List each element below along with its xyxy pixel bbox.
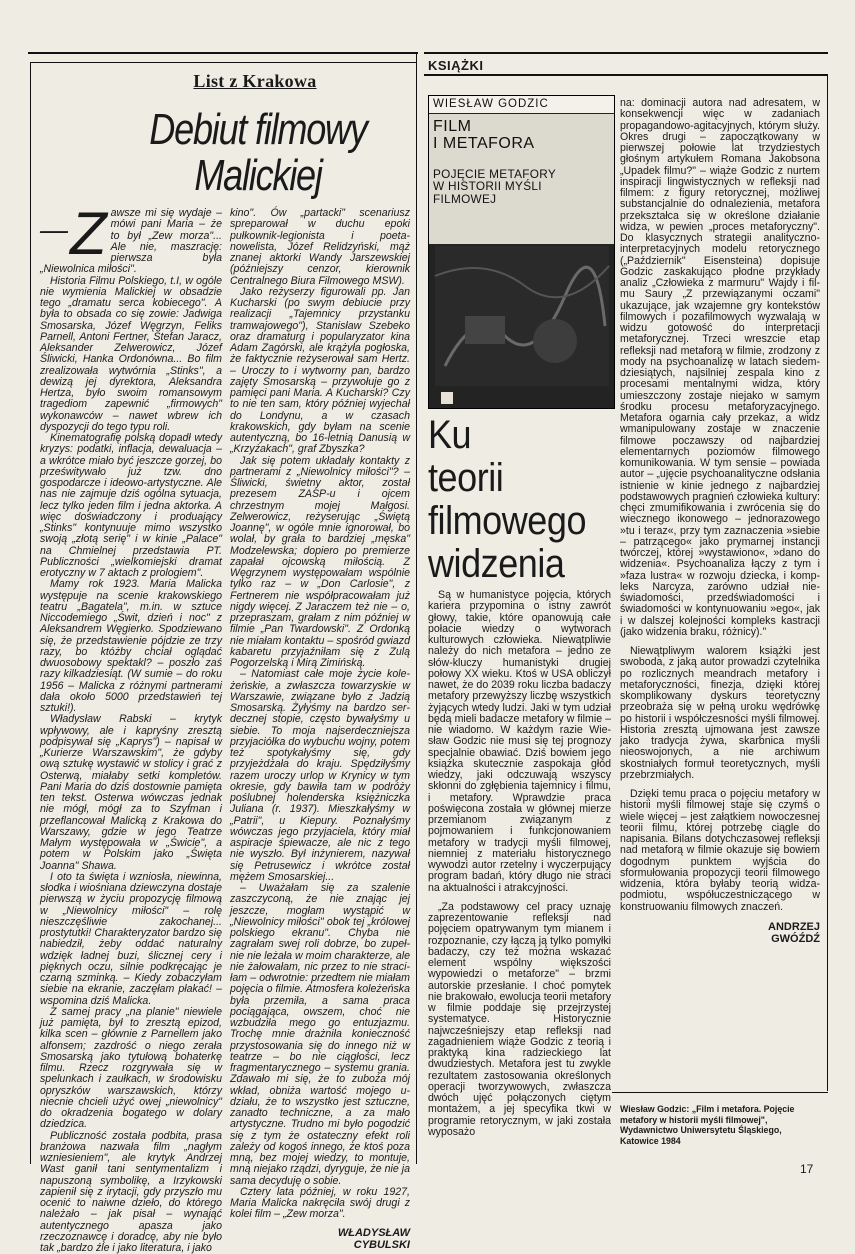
author-line: GWÓŹDŹ: [620, 933, 820, 945]
gutter-rule: [416, 54, 417, 1164]
review-headline: [428, 414, 586, 586]
author-line: ANDRZEJ: [620, 921, 820, 933]
cover-title-line: FILM: [433, 118, 535, 135]
book-citation: Wiesław Godzic: „Film i metafora. Pojęcie metafory w historii myśli filmowej", Wydawnictwo Uniwersytetu Śląskiego, Katowice 1984: [620, 1104, 820, 1146]
paragraph: kino". Ów „partacki" scenariusz spreparował w duchu epoki pułkownik-legionista i poeta-nowelista, Józef Relidzyński, mąż znanej aktorki Wandy Jarszewskiej (późniejszy cenzor, kierownik Centralnego Biura Filmowego MSW).: [230, 208, 410, 287]
top-rule-right: [424, 52, 828, 54]
headline-line: Malickiej: [135, 153, 381, 199]
box-rule-top: [30, 62, 416, 63]
paragraph: Władysław Rabski – krytyk wpływowy, ale i kapryśny zresztą podpisywał się „Kaprys") – napisał w „Kurierze Warszawskim", że gdyby ową sztukę wystawić w stolicy i grać z Osterwą, miałaby setki kompletów. Pani Maria do dziś dostownie pamięta ten tekst. Osterwa wówczas jednak nie mógł, mógł za to Szyfman i przeflancował Malicką z Krakowa do Warszawy, gdzie w jego Teatrze Małym występowała w „Świcie", a potem w Polskim jako „Święta Joanna" Shawa.: [40, 714, 222, 872]
article-headline: [135, 107, 381, 199]
cover-artwork: [435, 246, 609, 386]
paragraph: Mamy rok 1923. Maria Malicka występuje na scenie krakowskiego teatru „Bagatela", m.in. w sztuce Niccodemiego „Świt, dzień i noc" z Aleksandrem Węgierko. Spodziewano się, że przedstawienie pójdzie ze trzy razy, bo któżby chciał oglądać dwuosobowy spektakl? – poszło zaś razy kilkadziesiąt. (W sumie – do roku 1956 – Malicka z różnymi partnerami dała około 5000 przedstawień tej sztuki!).: [40, 579, 222, 714]
cover-subtitle: [433, 168, 613, 205]
cover-title: [433, 118, 535, 152]
paragraph: Cztery lata później, w roku 1927, Maria Malicka nakręciła swój drugi z kolei film – „Zew morza".: [230, 1187, 410, 1221]
paragraph: Dzięki temu praca o pojęciu metafory w historii myśli filmowej staje się czymś o wiele więcej – jest załątkiem nowoczesnej teorii filmu, której potrzebę ciągle do napisania. Bilans dotychczasowej refleksji nad metaforą w filmie okazuje się bowiem dogodnym punktem wyjścia do sformułowania propozycji teorii filmowego widzenia, która byłaby teorią widza-podmiotu, współuczestniczącego w konstruowaniu filmowych znaczeń.: [620, 789, 820, 913]
right-edge-rule: [827, 76, 828, 1091]
paragraph: Jako reżyserzy figurowali pp. Jan Kucharski (po swym debiucie przy realizacji „Tajemnicy przystanku tramwajowego"), Stanisław Szebeko oraz dramaturg i popularyzator kina Adam Zagórski, ale krążyła pogłoska, że faktycznie reżyserował sam Hertz. – Uroczy to i wytworny pan, bardzo zajęty Smosarską – przywołuje go z pamięci pani Maria. A Kucharski? Czy to nie ten sam, który później wyjechał do Londynu, a w czasach krakowskich, gdy byłam na scenie autentyczną, bo 16-letnią Danusią w „Krzyżakach", graf Zbyszka?: [230, 287, 410, 456]
byline-line: WŁADYSŁAW: [230, 1227, 410, 1239]
caption-rule: [612, 1092, 828, 1093]
paragraph: „Za podstawowy cel pracy uznaję zaprezentowanie refleksji nad pojęciem opatrywanym tym mianem i rozpoznanie, czy łączą ją tylko pomyłki badaczy, czy też można wskazać element wspólny większości wypowiedzi o metaforze" – brzmi autorskie przesłanie. I choć pomytek nie brakowało, ewolucja teorii metafory w filmie poddaje się przejrzystej systematyce. Historycznie najwcześniejszy etap refleksji nad zagadnieniem wiąże Godzic z teorią i praktyką kina radzieckiego lat dwudziestych. Metafora jest tu zwykle rezultatem zastosowania określonych operacji tworzywowych, zwłaszcza dwóch ujęć połączonych ciętym montażem, a jej specyfika tkwi w programie retorycznym, w jaki została wyposażo: [428, 902, 611, 1138]
ks-underline: [424, 74, 828, 76]
cover-subtitle-line: POJĘCIE METAFORY: [433, 168, 613, 180]
book-cover-image: [428, 95, 615, 409]
paragraph: Jak się potem układały kontakty z partnerami z „Niewolnicy miłości"? – Śliwicki, świetny aktor, został prezesem ZASP-u i ojcem chrzestnym mojej Małgosi. Zelwerowicz, reżyserując „Świętą Joannę", w ogóle mnie ignorował, bo wolał, by grała to bardziej „męska" Modzelewska; dopiero po premierze zapałał ojcowską miłością. Z Węgrzynem występowałam wspólnie tylko raz – w „Don Carlosie", z Fertnerem nie współpracowałam już nigdy więcej. Z Jaraczem też nie – o, przepraszam, grałam z nim później w filmie „Pan Twardowski". Z Ordonką nie miałam kontaktu – spośród gwiazd kabaretu przyjaźniłam się z Zulą Pogorzelską i Mirą Zimińską.: [230, 456, 410, 670]
headline-line: filmowego: [428, 500, 586, 543]
cover-title-line: I METAFORA: [433, 135, 535, 152]
paragraph: – Uważałam się za szalenie zaszczyconą, że nie znając jej jeszcze, mogłam wystąpić w „Niewolnicy miłości" obok tej „królowej polskiego ekranu". Chyba nie zagrałam swej roli dobrze, bo zupełnie nie leżała w moim charakterze, ale nie żałowałam, nic przez to nie straciłam – odwrotnie: przedtem nie miałam pojęcia o filmie. Atmosfera koleżeńska była przemiła, a sama praca pociągająca, owszem, choć nie wzbudziła mego go entuzjazmu. Trochę mnie drażniła konieczność przystosowania się do innego niż w teatrze – bo nie ciągłości, lecz fragmentarycznego – systemu grania. Zdawało mi się, że to zuboża mój wkład, obniża wartość mojego udziału, że to wszystko jest sztuczne, zanadto techniczne, a za mało artystyczne. Trudno mi było pogodzić się z tym że ostateczny efekt roli zależy od kogoś innego, że ktoś poza mną, bez mojej wiedzy, to montuje, mną niejako rządzi, dyryguje, że nie ja sama decyduję o sobie.: [230, 883, 410, 1187]
paragraph: Historia Filmu Polskiego, t.I, w ogóle nie wymienia Malickiej w obsadzie tego „dramatu serca kobiecego". A była to obsada co się zowie: Jadwiga Smosarska, Józef Węgrzyn, Feliks Parnell, Antoni Fertner, Stefan Jaracz, Aleksander Zelwerowicz, Józef Śliwicki, Hanka Ordonówna... Bo film zrealizowała wytwórnia „Stinks", a dewizą jej dyrektora, Aleksandra Hertza, było swoim romansowym tragediom zapewnić „firmowych" wykonawców – nawet wbrew ich dyspozycji do tego typu roli.: [40, 276, 222, 434]
cover-subtitle-line: FILMOWEJ: [433, 193, 613, 205]
article-column-2: [230, 208, 410, 1158]
section-title: List z Krakowa: [160, 71, 350, 92]
paragraph: na: dominacji autora nad adresatem, w konsekwencji więc w zadaniach propagandowo-agitacyjnych, którym służy. Okres drugi – zapoczątkowany w pierwszej połowie lat trzydziestych głośnym artykułem Romana Jakobsona „Upadek filmu?" – wiąże Godzic z nurtem inspiracji lingwistycznych w refleksji nad filmem: z figury retorycznej, możliwej substancjalnie do odnalezienia, metafora przekształca się w określone działanie widza, w pewien „proces metaforyczny". Do klasycznych strategii analityczno-interpretacyjnych modelu retorycznego („Październik" Eisensteina) dopisuje Godzic zaskakująco płodne przykłady analiz „Człowieka z marmuru" Wajdy i filmu Saury „Z przewiązanymi oczami" ukazujące, jak wzajemne gry kontekstów filmowych i pozafilmowych wyzwalają w widzu gotowość do interpretacji metaforycznej. Trzeci wreszcie etap refleksji nad metaforą w filmie, zrodzony z mody na psychoanalizę w latach siedemdziesiątych, najsilniej zespala kino z procesami mentalnymi widza, który umieszczony zostaje niejako w samym środku procesu metaforyzacyjnego. Metafora ogarnia cały przekaz, a widz wmanipulowany zostaje w znaczenie filmowe poczawszy od najbardziej elementarnych poziomów filmowego komunikowania. W tym sensie – powiada autor – „ujęcie psychoanalityczne odsłania istnienie w kinie jednego z najbardziej podstawowych pragnień człowieka kultury: chęci zmumifikowania i zwrócenia się do wiecznego ikonowego – jednorazowego »tu i teraz«, przy tym zaznaczenia »siebie – patrzącego« jako prymarnej instancji twórczej, której »wystawiono«, »dano do widzenia«. Psychoanaliza łączy z tym i »faza lustra« w rozwoju dziecka, i kompleks Narcyza, zarówno udział nieświadomości, przedświadomości i świadomości w kontynuowaniu »ego«, jak i w dalszej kolejności kompleks kastracji (jako widzenia braku, różnicy).": [620, 98, 820, 638]
top-rule-left: [28, 52, 418, 54]
headline-line: widzenia: [428, 543, 586, 586]
paragraph: Z samej pracy „na planie" niewiele już pamięta, był to zresztą epizod, kilka scen – głównie z Parnellem jako alfonsem; zazdrość o niego zerała Smosarską jako tytułową bohaterkę filmu. Rzecz rozgrywała się w spelunkach i zaułkach, w środowisku opryszków warszawskich, którzy niecnie chcieli użyć owej „niewolnicy" do okradzenia bogatego w dolary dziedzica.: [40, 1007, 222, 1131]
review-column-1: [428, 590, 611, 1160]
paragraph: Publiczność została podbita, prasa branżowa nazwała film „nagłym wzniesieniem", ale krytyk Andrzej Wast ganił tani sentymentalizm i napuszoną symbolikę, a Irzykowski zapienił się z irytacji, gdy przyszło mu ocenić to naiwne dzieło, do którego należało – jak pisał – wynająć autentycznego apaszа jako rzeczoznawcę i doradcę, aby nie było tak „bardzo źle i jako literatura, i jako: [40, 1131, 222, 1254]
article-byline: [230, 1227, 410, 1251]
cover-author: WIESŁAW GODZIC: [433, 98, 549, 110]
paragraph: Niewątpliwym walorem książki jest swoboda, z jaką autor prowadzi czytelnika po rozlicznych meandrach metafory i metaforyczności, finezja, dzięki której skomplikowany dyskurs teoretyczny przeobraża się w pełną uroku wędrówkę po historii i współczesności myśli filmowej. Historia zresztą ujmowana jest zawsze jako tradycja żywa, skarbnica myśli nieoswojonych, a nie archiwum skostniałych formuł teoretycznych, myśli przebrzmiałych.: [620, 646, 820, 781]
box-rule-left: [30, 62, 31, 1164]
paragraph: Kinematografię polską dopadł wtedy kryzys: podatki, inflacja, dewaluacja – a wkrótce miało być jeszcze gorzej, bo prześwitywało już tzw. dno gospodarcze i ideowo-artystyczne. Ale nas nie zajmuje dziś ogólna sytuacja, lecz tylko jeden film i jedna aktorka. A więc doświadczony i produający „Stinks" kontynuuje mimo wszystko swoją „złotą serię" i w kinie „Palace" na Chmielnej przedstawia PT. Publiczności „wielkomiejski dramat erotyczny w 7 aktach z prologiem".: [40, 433, 222, 579]
paragraph: I oto ta święta i wzniosła, niewinna, słodka i wiośniana dziewczyna dostaje pierwszą w życiu propozycję filmową w „Niewolnicy miłości" – rolę nieszczęśliwie zakochanej... prostytutki! Charakteryzator bardzo się nabiedził, żeby oddać naturalny wdzięk ładnej buzi, ślicznej cery i pięknych oczu, silnie podkręcając je czarną szminką. – Kiedy zobaczyłam siebie na ekranie, zaczęłam płakać! – wspomina dziś Malicka.: [40, 872, 222, 1007]
paragraph: – Natomiast całe moje życie koleżeńskie, a zwłaszcza towarzyskie w Warszawie, związane było z Jadzią Smosarską. Żyłyśmy na bardzo serdecznej stopie, często bywałyśmy u siebie. To moja najserdeczniejsza przyjaciółka do wybuchu wojny, potem też spotykałyśmy się, gdy przyjeżdżała do kraju. Spędziłyśmy razem uroczy urlop w Krynicy w tym okresie, gdy bawiła tam w podróży poślubnej holenderska księżniczka Juliana (r. 1937). Mieszkałyśmy w „Patrii", u Kiepury. Poznałyśmy wówczas jego przyjaciela, który miał aspiracje śpiewacze, ale nic z tego nie wyszło. Był inżynierem, nazywał się Petrusewicz i wkrótce został mężem Smosarskiej...: [230, 669, 410, 883]
lead-paragraph: [40, 208, 222, 276]
publisher-logo: [441, 392, 453, 404]
review-column-2: [620, 98, 820, 1086]
headline-line: Ku: [428, 414, 586, 457]
headline-line: teorii: [428, 457, 586, 500]
books-section-label: KSIĄŻKI: [428, 58, 484, 73]
article-column-1: [40, 208, 222, 1148]
headline-line: Debiut filmowy: [135, 107, 381, 153]
cover-subtitle-line: W HISTORII MYŚLI: [433, 180, 613, 192]
page-number: 17: [800, 1162, 813, 1176]
drop-cap: Z: [70, 208, 107, 258]
review-author: [620, 921, 820, 945]
byline-line: CYBULSKI: [230, 1239, 410, 1251]
paragraph: Są w humanistyce pojęcia, których kariera przypomina o istny zawrót głowy, takie, które opanowują całe połacie wiedzy o wytworach kulturowych człowieka. Niewątpliwie należy do nich metafora – jedno ze słów-kluczy humanistyki drugiej połowy XX wieku. Ktoś w USA obliczył nawet, że do 2039 roku liczba badaczy metafory przewyższy liczbę wszystkich żyjących wtedy ludzi. Jaki w tym udział będą mieli badacze metafory w filmie – nie wiadomo. W każdym razie Wiesław Godzic nie musi się tej prognozy specjalnie obawiać. Dziś bowiem jego książka skutecznie zaspokaja głód wiedzy, jaki odczuwają wszyscy skłonni do zgłębienia tajemnicy i filmu, i metafory. Wprawdzie praca poświęcona została w głównej mierze przemianom związanym z pojmowaniem i funkcjonowaniem metafory w tradycji myśli filmowej, niemniej z materiału historycznego wywodzi autor rzetelny i wyczerpujący program badań, który długo nie straci na aktualności i atrakcyjności.: [428, 590, 611, 894]
paragraph-text: awsze mi się wydaje – mówi pani Maria – że to był „Zew morza"... Ale nie, maszrację: pierwsza była „Niewolnica miłości".: [40, 207, 222, 275]
lead-dash: —: [40, 208, 68, 252]
